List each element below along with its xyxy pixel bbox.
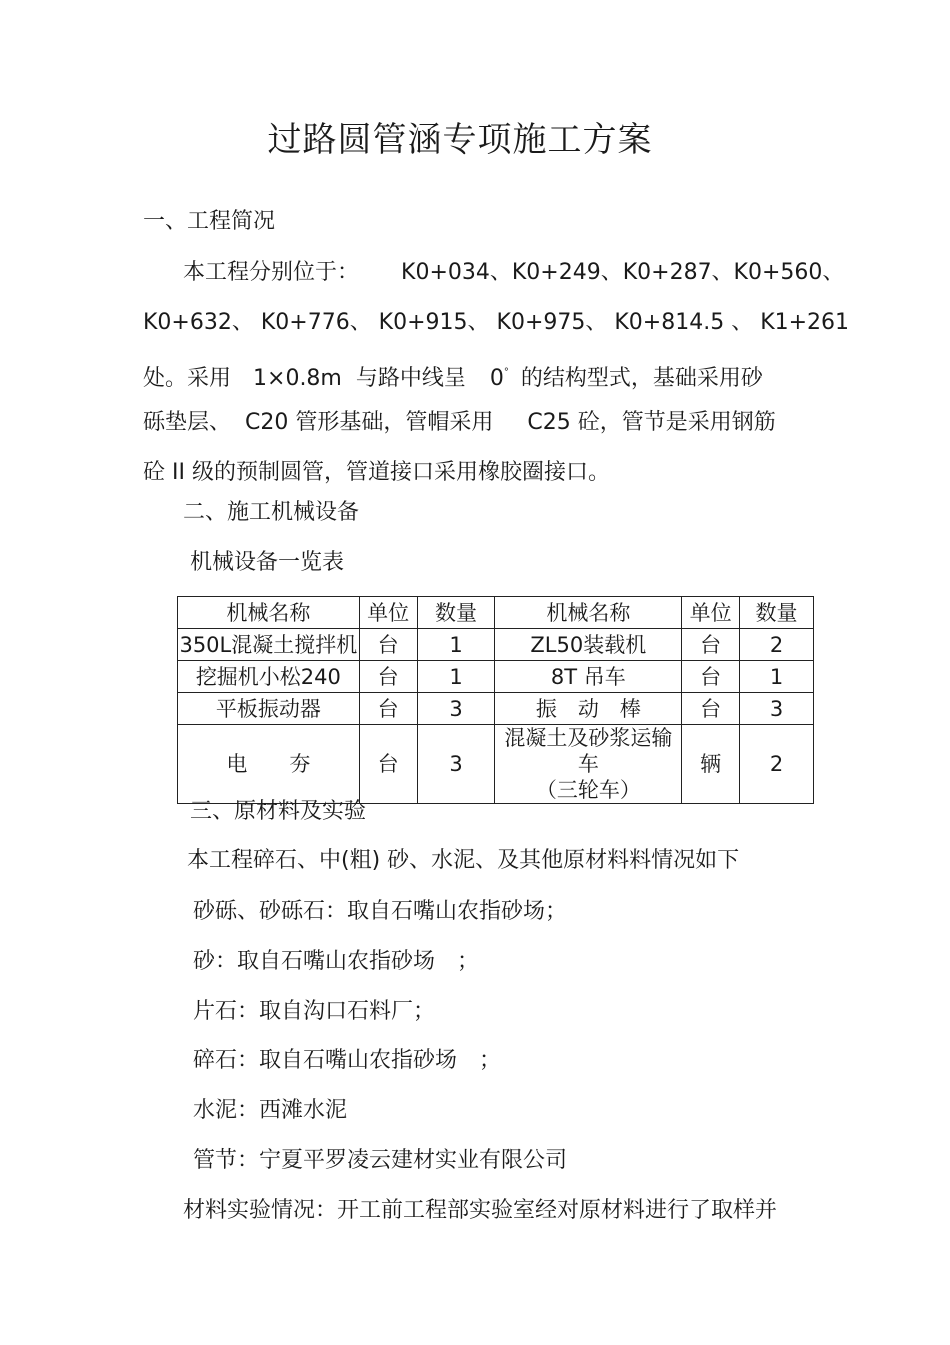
header-cell: 机械名称 xyxy=(178,597,360,629)
table-cell: 1 xyxy=(740,661,814,693)
paragraph-text: 与路中线呈 xyxy=(355,366,466,391)
table-cell: 台 xyxy=(359,661,417,693)
section-2-heading: 二、施工机械设备 xyxy=(183,500,360,525)
header-cell: 数量 xyxy=(740,597,814,629)
section-1-heading: 一、工程简况 xyxy=(143,209,276,234)
table-cell: 2 xyxy=(740,725,814,804)
table-cell: 振 动 棒 xyxy=(495,693,682,725)
document-title: 过路圆管涵专项施工方案 xyxy=(267,120,653,160)
table-cell: 台 xyxy=(359,693,417,725)
list-item: 片石：取自沟口石料厂； xyxy=(193,999,436,1024)
paragraph-text: 处。采用 xyxy=(143,366,232,391)
paragraph-text: C20 管形基础，管帽采用 xyxy=(245,410,494,435)
header-cell: 单位 xyxy=(359,597,417,629)
table-cell: ZL50装载机 xyxy=(495,629,682,661)
paragraph-line xyxy=(183,258,844,288)
table-cell: 台 xyxy=(682,693,740,725)
equipment-table xyxy=(177,596,814,804)
degree-symbol: ° xyxy=(503,367,509,378)
table-cell: 3 xyxy=(740,693,814,725)
table-cell: 3 xyxy=(417,693,495,725)
table-cell: 平板振动器 xyxy=(178,693,360,725)
table-row xyxy=(178,725,814,804)
table-row xyxy=(178,693,814,725)
table-cell: 辆 xyxy=(682,725,740,804)
list-item: 砂：取自石嘴山农指砂场 ； xyxy=(193,949,480,974)
table-header-row xyxy=(178,597,814,629)
list-item: 砂砾、砂砾石：取自石嘴山农指砂场； xyxy=(193,899,568,924)
table-cell: 350L混凝土搅拌机 xyxy=(178,629,360,661)
paragraph-text: C25 砼，管节是采用钢筋 xyxy=(527,410,776,435)
table-cell: 电 夯 xyxy=(178,725,360,804)
cell-line: （三轮车） xyxy=(535,778,641,802)
table-cell: 挖掘机小松240 xyxy=(178,661,360,693)
header-cell: 单位 xyxy=(682,597,740,629)
paragraph-line: 砼 II 级的预制圆管，管道接口采用橡胶圈接口。 xyxy=(143,460,610,485)
list-item: 管节：宁夏平罗凌云建材实业有限公司 xyxy=(193,1148,568,1173)
paragraph-line xyxy=(143,358,763,394)
table-cell: 1 xyxy=(417,661,495,693)
paragraph-text: 本工程分别位于： xyxy=(183,260,360,285)
table-cell: 1 xyxy=(417,629,495,661)
paragraph-text: 的结构型式，基础采用砂 xyxy=(520,366,763,391)
paragraph-text: 1×0.8m xyxy=(253,366,342,391)
table-row xyxy=(178,629,814,661)
paragraph-text: 砾垫层、 xyxy=(143,410,232,435)
paragraph-text: 0 xyxy=(489,366,504,391)
cell-line: 混凝土及砂浆运输车 xyxy=(504,726,673,776)
list-item: 碎石：取自石嘴山农指砂场 ； xyxy=(193,1048,502,1073)
table-cell: 3 xyxy=(417,725,495,804)
list-item: 水泥：西滩水泥 xyxy=(193,1098,348,1123)
table-caption: 机械设备一览表 xyxy=(190,550,345,575)
paragraph-line: 材料实验情况：开工前工程部实验室经对原材料进行了取样并 xyxy=(183,1198,778,1223)
paragraph-line: 本工程碎石、中(粗) 砂、水泥、及其他原材料料情况如下 xyxy=(187,848,740,873)
table-cell: 台 xyxy=(682,629,740,661)
paragraph-line: K0+632、 K0+776、 K0+915、 K0+975、 K0+814.5 、 K1+261 xyxy=(143,310,850,335)
table-cell: 8T 吊车 xyxy=(495,661,682,693)
table-cell-two-line xyxy=(495,725,682,804)
header-cell: 数量 xyxy=(417,597,495,629)
table-cell: 台 xyxy=(682,661,740,693)
table-row xyxy=(178,661,814,693)
table-cell: 台 xyxy=(359,629,417,661)
header-cell: 机械名称 xyxy=(495,597,682,629)
paragraph-line xyxy=(143,408,776,438)
paragraph-text: K0+034、K0+249、K0+287、K0+560、 xyxy=(401,260,845,285)
table-cell: 台 xyxy=(359,725,417,804)
section-3-heading: 三、原材料及实验 xyxy=(190,799,367,824)
table-cell: 2 xyxy=(740,629,814,661)
